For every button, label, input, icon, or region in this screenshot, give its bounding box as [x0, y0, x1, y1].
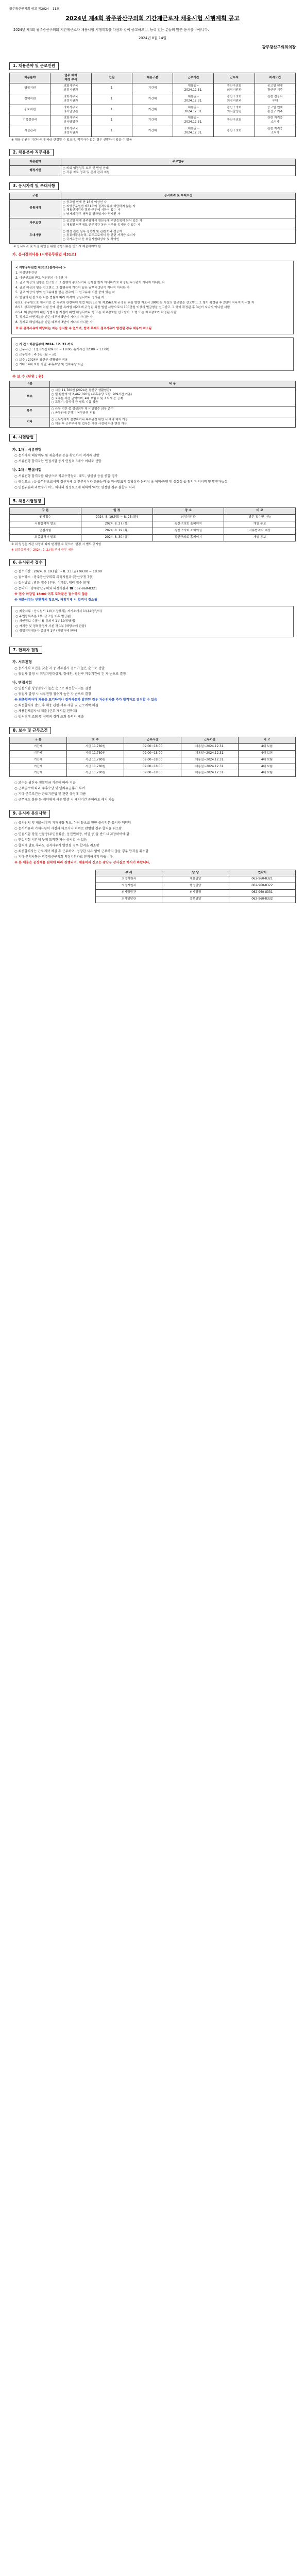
table-header-cell: 채용구분 [132, 73, 173, 83]
pass-blue-note: ※ 최종합격자가 채용을 포기하거나 결격사유가 발견된 경우 차순위자를 추가 합격자로 결정할 수 있음 [14, 698, 157, 702]
table-cell: 홍보지원 [10, 105, 50, 115]
table-row [10, 744, 296, 751]
table-cell: 행정담당 [162, 883, 229, 890]
exam-step-2: 나. 2차 : 면접시험 [12, 468, 42, 472]
table-cell: 기간제 [10, 744, 67, 751]
table-row [10, 94, 296, 105]
table-cell: 기간제 [132, 83, 173, 94]
table-row [10, 521, 296, 528]
table-cell: 062-960-8332 [229, 896, 295, 903]
issuer: 광주광산구의회의장 [262, 45, 296, 50]
table-cell: 관련 전공자 우대 [255, 94, 295, 105]
table-cell: 062-960-8322 [229, 883, 295, 890]
disqualification-box-title: < 지방공무원법 제31조(결격사유) > [15, 266, 66, 269]
table-row [10, 83, 296, 94]
condition-item: ○ 근무태도 불량 등 계약해지 사유 발생 시 계약기간 중이라도 해지 가능 [14, 798, 115, 802]
application-red-note: ※ 접수 마감일 18:00 이후 도착분은 접수하지 않음 [14, 592, 88, 597]
table-cell: 공고일 현재 광산구 거주 [255, 105, 295, 115]
table-cell: 시급 11,780원 [67, 770, 124, 777]
table-cell: 채용일~ 2024.12.31. [173, 94, 214, 105]
table-header-cell: 응시자격 및 우대요건 [61, 193, 295, 199]
table-cell: 면접시험 [10, 528, 81, 534]
work-condition-item: ○ 근무시간 : 1일 8시간 (09:00 ~ 18:00, 휴게시간 12:00 ~ 13:00) [15, 348, 110, 352]
table-row [10, 229, 296, 243]
table-cell: 4대 보험 [239, 770, 296, 777]
table-cell: 의사담당관 [95, 896, 162, 903]
table-row [95, 896, 295, 903]
disqualification-item: 8. 징계로 해임처분을 받은 때부터 3년이 지나지 아니한 자 [15, 320, 93, 324]
table-cell: 관련 자격증 소지자 [255, 115, 295, 126]
section-1-title: 1. 채용분야 및 근로인원 [9, 62, 59, 70]
table-header-cell: 구 분 [10, 737, 67, 744]
table-cell: 2024. 8. 27.(화) [81, 521, 152, 528]
table-cell: 기간제 [10, 764, 67, 770]
table-cell: 광산구의회 [214, 115, 255, 126]
condition-item: ○ 보수는 광산구 생활임금 기준에 따라 지급 [14, 781, 76, 785]
pass-step-1: 가. 서류전형 [12, 660, 32, 665]
table-cell: 기간제 [132, 105, 173, 115]
table-cell: 2024. 8. 30.(금) [81, 534, 152, 541]
table-cell: 기간제 [10, 751, 67, 757]
recruitment-table [9, 73, 296, 137]
work-conditions-list [15, 348, 290, 367]
caution-item: ○ 합격자 발표 후라도 결격사유가 발견될 경우 합격을 취소함 [14, 843, 99, 848]
application-item: ○ 문의처 : 광주광산구의회 의정지원과 ☎ 062-960-8321 [14, 587, 97, 591]
table-header-cell: 근무기간 [181, 737, 239, 744]
table-row [10, 757, 296, 764]
table-cell: 의정지원과 [152, 514, 224, 521]
table-row [10, 115, 296, 126]
table-header-cell: 업무 배치 예정 부서 [50, 73, 91, 83]
table-cell: 의회사무국 의사담당관 [50, 115, 91, 126]
pay-subtitle: ※ 보 수 (단위 : 원) [12, 374, 44, 379]
disqualification-item: 3. 금고 이상의 실형을 선고받고 그 집행이 종료되거나 집행을 받지 아니하기로 확정된 후 5년이 지나지 아니한 자 [15, 281, 165, 285]
table-cell: 2024. 8. 29.(목) [81, 528, 152, 534]
table-cell: 채용일~ 2024.12.31. [173, 83, 214, 94]
table-row [10, 165, 296, 176]
table-cell: 1 [91, 94, 132, 105]
table-cell: 채용일~ 2024.12.31. [173, 126, 214, 137]
caution-item: ○ 응시원서 및 제출서류의 기재사항 착오, 누락 등으로 인한 불이익은 응시자 책임임 [14, 821, 131, 825]
table-header-cell: 구분 [10, 193, 61, 199]
table-cell: 행정지원 [10, 165, 61, 176]
application-item: ○ 접수기간 : 2024. 8. 19.(월) ~ 8. 23.(금) 09:00 ~ 18:00 [14, 570, 102, 574]
table-cell: 의사담당 [162, 890, 229, 896]
caution-item: ○ 기타 문의사항은 광주광산구의회 의정지원과로 문의하시기 바랍니다. [14, 855, 114, 859]
table-cell: 서류합격자 대상 [224, 528, 296, 534]
table-cell: 4대 보험 [239, 757, 296, 764]
notice-date: 2024년 8월 14일 [138, 36, 167, 40]
section-3-star-note: ※ 응시자격 및 가점 확인을 위한 증빙서류를 반드시 제출하여야 함 [13, 245, 101, 249]
disqualification-item: 1. 피성년후견인 [15, 272, 37, 275]
table-cell: 의사담당관 [95, 890, 162, 896]
application-item: ○ 접수방법 : 방문 접수 (우편, 이메일, 대리 접수 불가) [14, 581, 91, 585]
interview-item: ○ 면접위원의 과반수가 어느 하나의 평정요소에 대하여 '하'로 평정한 경우 불합격 처리 [14, 485, 135, 489]
fairness-red-note: ※ 본 채용은 공정채용 원칙에 따라 진행되며, 채용비리 신고는 광산구 감사실로 하시기 바랍니다. [14, 860, 150, 865]
table-header-cell: 인원 [91, 73, 132, 83]
work-condition-item: ○ 기타 : 4대 보험 가입, 주휴수당 및 연차수당 지급 [15, 363, 84, 367]
section-7-title: 7. 합격자 결정 [9, 647, 42, 654]
document-title: 2024년 제4회 광주광산구의회 기간제근로자 채용시험 시행계획 공고 [65, 15, 240, 22]
table-cell: 의정지원과 [95, 883, 162, 890]
schedule-table [9, 507, 296, 541]
disqualification-item: 7. 징계로 파면처분을 받은 때부터 5년이 지나지 아니한 자 [15, 316, 93, 319]
table-header-cell: 자격요건 [255, 73, 295, 83]
table-header-cell: 근무시간 [124, 737, 181, 744]
table-cell: ○ 근무 기간 중 성실의무 및 비밀엄수 의무 준수 ○ 공무원에 준하는 복무규정 적용 [49, 406, 295, 417]
table-cell: 관련 자격증 소지자 [255, 126, 295, 137]
table-cell: 기간제 [132, 94, 173, 105]
table-cell: 공통자격 [10, 199, 61, 218]
table-row [10, 105, 296, 115]
disqualification-item: 2. 파산선고를 받고 복권되지 아니한 자 [15, 276, 67, 280]
table-cell: 시급 11,780원 [67, 744, 124, 751]
table-cell: 최종합격자 발표 [10, 534, 81, 541]
table-header-cell: 일 정 [81, 508, 152, 515]
disqualification-item: 5. 금고 이상의 형의 선고유예를 받은 경우에 그 선고유예 기간 중에 있는 자 [15, 291, 115, 295]
section-8-title: 8. 보수 및 근무조건 [9, 727, 51, 734]
table-cell: ○ 의회 행정업무 보조 및 민원 응대 ○ 각종 자료 정리 및 문서 관리 지원 [61, 165, 295, 176]
pass-step-2: 나. 면접시험 [12, 680, 32, 685]
caution-item: ○ 응시서류의 기재사항이 사실과 다르거나 허위로 판명될 경우 합격을 취소함 [14, 826, 122, 831]
disqualification-item: 6의4. 미성년자에 대한 성범죄를 저질러 파면·해임되거나 형 또는 치료감호를 선고받아 그 형 또는 치료감호가 확정된 사람 [15, 311, 177, 314]
table-cell: 4대 보험 [239, 751, 296, 757]
table-cell: 시급 11,780원 [67, 757, 124, 764]
table-cell: 1 [91, 115, 132, 126]
table-cell: 채용담당 [162, 876, 229, 883]
table-cell: 서류합격자 발표 [10, 521, 81, 528]
table-header-cell: 내 용 [49, 381, 295, 388]
table-cell: 2024. 8. 19.(월) ~ 8. 23.(금) [81, 514, 152, 521]
document-item: ○ 제출서류 : 응시원서 1부(소정양식), 자기소개서 1부(소정양식) [15, 610, 102, 614]
table-row [10, 387, 296, 406]
interview-item: ○ 평정요소 : ① 공무원으로서의 정신자세 ② 전문지식과 응용능력 ③ 의사발표의 정확성과 논리성 ④ 예의·품행 및 성실성 ⑤ 창의력·의지력 및 발전가능성 [14, 480, 228, 484]
table-cell: 채용일~2024.12.31. [181, 744, 239, 751]
qualification-table [9, 193, 296, 244]
table-cell: 09:00~18:00 [124, 751, 181, 757]
table-cell: 1 [91, 83, 132, 94]
schedule-note-2: ※ 최종합격자는 2024. 9. 2.(월)부터 근무 예정 [11, 548, 74, 552]
table-row [10, 751, 296, 757]
table-cell: 복무 [10, 406, 50, 417]
section-6-title: 6. 응시원서 접수 [9, 559, 46, 566]
table-row [10, 534, 296, 541]
interview-item: ○ 서류전형 합격자를 대상으로 직무수행능력, 태도, 성실성 등을 종합 평가 [14, 474, 118, 478]
application-item: ○ 접수장소 : 광주광산구의회 의정지원과 (광산구청 7층) [14, 575, 94, 580]
table-cell: 원서접수 [10, 514, 81, 521]
disqualification-subtitle: 가. 응시결격사유 (지방공무원법 제31조) [12, 252, 76, 257]
table-row [10, 126, 296, 137]
table-cell: ○ 근무성적이 불량하거나 복무규정 위반 시 계약 해지 가능 ○ 채용 후 근무부서 및 업무는 기관 사정에 따라 변경 가능 [49, 417, 295, 428]
table-row [10, 770, 296, 777]
table-row [10, 514, 296, 521]
pass-interview-item: ○ 동점자 발생 시 서류전형 점수가 높은 자 순으로 결정 [14, 692, 91, 697]
table-header-cell: 연락처 [229, 870, 295, 876]
table-header-cell: 비 고 [239, 737, 296, 744]
table-header-cell: 근무지 [214, 73, 255, 83]
table-row [95, 890, 295, 896]
table-header-cell: 부 서 [95, 870, 162, 876]
table-header-cell: 구 분 [10, 508, 81, 515]
table-cell: 광산구의회 홈페이지 [152, 534, 224, 541]
table-header-cell: 비 고 [224, 508, 296, 515]
post-pass-item: ○ 채용신체검사서 제출 (근무 개시일 전까지) [14, 709, 77, 713]
disqualification-item: 6의3. 성폭력범죄의 처벌 등에 관한 특례법 제2조에 규정된 죄를 범한 사람으로서 100만원 이상의 벌금형을 선고받고 그 형이 확정된 후 3년이 지나지 아니한 사람 [15, 306, 230, 310]
caution-item: ○ 면접시험 시간에 늦게 도착한 자는 응시할 수 없음 [14, 838, 87, 842]
document [9, 7, 296, 903]
schedule-note-1: ※ 위 일정은 기관 사정에 따라 변경될 수 있으며, 변경 시 별도 공지함 [11, 543, 101, 546]
table-cell: 광산구의회 의정지원과 [214, 83, 255, 94]
table-header-cell: 장 소 [152, 508, 224, 515]
document-item: ○ 자격증 및 경력증명서 사본 각 1부 (해당자에 한함) [15, 624, 86, 628]
application-blue-note: ※ 제출서류는 반환하지 않으며, 허위기재 시 합격이 취소됨 [14, 598, 97, 602]
disqualification-item: 4. 금고 이상의 형을 선고받고 그 집행유예 기간이 끝난 날부터 2년이 지나지 아니한 자 [15, 286, 130, 290]
table-row [10, 218, 296, 229]
documents-box [11, 606, 294, 637]
disqualification-item: 6의2. 공무원으로 재직기간 중 직무와 관련하여 형법 제355조 및 제356조에 규정된 죄를 범한 자로서 300만원 이상의 벌금형을 선고받고 그 형이 확정된 후 2년이 지나지 아니한 자 [15, 301, 255, 304]
table-cell: 4대 보험 [239, 744, 296, 751]
table-cell: 광산구의회 소회의실 [152, 528, 224, 534]
table-cell: ○ 공고일 현재 만 18세 이상인 자 ○ 지방공무원법 제31조의 결격사유에 해당하지 않는 자 ○ 채용신체검사 결과 근무에 지장이 없는 자 ○ 남자의 경우 병역을 필하였거나 면제된 자 [61, 199, 295, 218]
table-cell: 09:00~18:00 [124, 757, 181, 764]
table-cell: 개별 통보 [224, 534, 296, 541]
work-condition-item: ○ 보수 : 2024년 광산구 생활임금 적용 [15, 358, 68, 362]
table-cell: 홍보담당 [162, 896, 229, 903]
table-cell: 4대 보험 [239, 764, 296, 770]
table-header-cell: 근무기간 [173, 73, 214, 83]
work-period-line: ○ 기 간 : 채용일부터 2024. 12. 31.까지 [15, 343, 74, 346]
table-cell: 채용일~2024.12.31. [181, 764, 239, 770]
intro-text: 2024년 제4회 광주광산구의회 기간제근로자 채용시험 시행계획을 다음과 같이 공고하오니, 능력 있는 분들의 많은 응시를 바랍니다. [13, 28, 209, 32]
table-row [10, 417, 296, 428]
table-cell: ○ 시급 11,780원 (2024년 광산구 생활임금) ○ 월 환산액 약 2,462,020원 (주휴수당 포함, 209시간 기준) ○ 보수는 세전 금액이며, 4대 보험료 및 소득세 등 공제 ○ 교통비, 급식비 등 별도 지급 없음 [49, 387, 295, 406]
table-header-cell: 채용분야 [10, 159, 61, 166]
section-1-note: ※ 채용 인원은 기관사정에 따라 변경될 수 있으며, 적격자가 없는 경우 선발하지 않을 수 있음 [11, 138, 132, 142]
section-4-title: 4. 시험방법 [9, 434, 37, 441]
table-cell: 거주요건 [10, 218, 61, 229]
table-cell: 기간제 [132, 115, 173, 126]
notice-number: 광주광산구의회 공고 제2024 – 11호 [9, 7, 60, 11]
conditions-table [9, 737, 296, 777]
table-row [10, 199, 296, 218]
table-header-cell: 보 수 [67, 737, 124, 744]
table-cell: 채용일~2024.12.31. [181, 751, 239, 757]
table-cell: ○ 공고일 현재 광주광역시 광산구에 주민등록이 되어 있는 자 ○ 채용일 이후에도 근무기간 동안 거주를 유지할 수 있는 자 [61, 218, 295, 229]
table-cell: ○ 행정 관련 실무 경력자 및 관련 학과 전공자 ○ 컴퓨터활용능력, 워드프로세서 등 관련 자격증 소지자 ○ 국가유공자 등 취업지원대상자 및 장애인 [61, 229, 295, 243]
document-item: ○ 개인정보 수집·이용 동의서 1부 (소정양식) [15, 620, 75, 623]
table-header-cell: 구분 [10, 381, 50, 388]
table-cell: 채용일~ 2024.12.31. [173, 115, 214, 126]
section-5-title: 5. 채용시험일정 [9, 498, 45, 505]
disqualification-item: 6. 법원의 판결 또는 다른 법률에 따라 자격이 상실되거나 정지된 자 [15, 296, 105, 299]
table-cell: 우대사항 [10, 229, 61, 243]
table-header-cell: 주요업무 [61, 159, 295, 166]
table-cell: 기록물관리 [10, 115, 50, 126]
table-cell: 기간제 [10, 757, 67, 764]
table-cell: 채용일~2024.12.31. [181, 770, 239, 777]
table-row [95, 883, 295, 890]
table-cell: 행정지원 [10, 83, 50, 94]
table-row [10, 528, 296, 534]
table-cell: 시설관리 [10, 126, 50, 137]
table-cell: 방문 접수만 가능 [224, 514, 296, 521]
table-cell: 정책지원 [10, 94, 50, 105]
post-pass-item: ○ 최종합격자 발표 후 채용 관련 서류 제출 및 근로계약 체결 [14, 704, 98, 707]
table-cell: 의정지원과 [95, 876, 162, 883]
contact-table [95, 870, 296, 903]
table-cell: 보수 [10, 387, 50, 406]
table-cell: 의회사무국 의사담당관 [50, 105, 91, 115]
condition-item: ○ 기타 근무조건은 근로기준법 및 관련 규정에 따름 [14, 792, 86, 796]
table-cell: 062-960-8321 [229, 876, 295, 883]
documents-list [15, 609, 290, 634]
work-condition-item: ○ 근무일수 : 주 5일 (월 ~ 금) [15, 353, 57, 357]
condition-item: ○ 근무일수에 따라 주휴수당 및 연차유급휴가 부여 [14, 787, 85, 791]
table-cell: 광산구의회 [214, 126, 255, 137]
table-cell: 의회사무국 의정지원과 [50, 94, 91, 105]
table-cell: 개별 통보 [224, 521, 296, 528]
table-cell: 광산구의회 홈페이지 [152, 521, 224, 528]
document-item: ○ 주민등록초본 1부 (공고일 이후 발급분) [15, 615, 72, 618]
post-pass-item: ○ 범죄경력 조회 및 성범죄 경력 조회 동의서 제출 [14, 715, 84, 719]
table-row [10, 406, 296, 417]
pass-document-item: ○ 응시자격 요건을 갖춘 자 중 서류심사 점수가 높은 순으로 선발 [14, 666, 105, 670]
pass-document-item: ○ 동점자 발생 시 취업지원대상자, 장애인, 광산구 거주기간이 긴 자 순으로 결정 [14, 672, 126, 676]
caution-item: ○ 최종합격자는 근로계약 체결 후 근무하며, 정당한 사유 없이 근무하지 않을 경우 합격을 취소함 [14, 849, 149, 853]
caution-item: ○ 면접시험 당일 신분증(주민등록증, 운전면허증, 여권 등)을 반드시 지참하여야 함 [14, 832, 130, 836]
table-row [10, 764, 296, 770]
section-3-title: 3. 응시자격 및 우대사항 [9, 182, 59, 190]
table-header-cell: 채용분야 [10, 73, 50, 83]
table-header-cell: 담 당 [162, 870, 229, 876]
table-cell: 시급 11,780원 [67, 764, 124, 770]
table-cell: 062-960-8331 [229, 890, 295, 896]
table-cell: 의회사무국 의정지원과 [50, 83, 91, 94]
document-screening-item: ○ 응시자격 해당여부 및 제출서류 등을 확인하여 적격자 선발 [14, 454, 99, 458]
section-9-title: 9. 응시자 유의사항 [9, 810, 50, 817]
table-cell: 1 [91, 105, 132, 115]
disqualification-red-note: ※ 위 결격사유에 해당하는 자는 응시할 수 없으며, 합격 후에도 결격사유가 발견될 경우 채용이 취소됨 [15, 327, 152, 331]
table-cell: 09:00~18:00 [124, 744, 181, 751]
table-cell: 의회사무국 의정지원과 [50, 126, 91, 137]
table-cell: 공고일 현재 광산구 거주 [255, 83, 295, 94]
table-cell: 09:00~18:00 [124, 764, 181, 770]
disqualification-list [15, 271, 290, 325]
document-item: ○ 취업지원대상자 증명서 1부 (해당자에 한함) [15, 630, 77, 633]
table-cell: 채용일~ 2024.12.31. [173, 105, 214, 115]
table-cell: 기간제 [132, 126, 173, 137]
disqualification-box [11, 261, 294, 334]
table-cell: 09:00~18:00 [124, 770, 181, 777]
table-cell: 1 [91, 126, 132, 137]
duty-table [9, 159, 296, 176]
table-cell: 광산구의회 의정지원과 [214, 94, 255, 105]
pay-table [9, 381, 296, 428]
table-cell: 광산구의회 의사담당관 [214, 105, 255, 115]
section-2-title: 2. 채용분야 직무내용 [9, 149, 54, 156]
table-cell: 기간제 [10, 770, 67, 777]
table-cell: 기타 [10, 417, 50, 428]
exam-step-1: 가. 1차 : 서류전형 [12, 447, 42, 452]
work-conditions-box [11, 337, 294, 371]
table-row [95, 876, 295, 883]
pass-interview-item: ○ 면접시험 평정점수가 높은 순으로 최종합격자를 결정 [14, 687, 91, 691]
table-cell: 채용일~2024.12.31. [181, 757, 239, 764]
table-cell: 시급 11,780원 [67, 751, 124, 757]
document-screening-item: ○ 서류전형 합격자는 면접시험 응시 인원의 3배수 이내로 선발 [14, 460, 101, 464]
